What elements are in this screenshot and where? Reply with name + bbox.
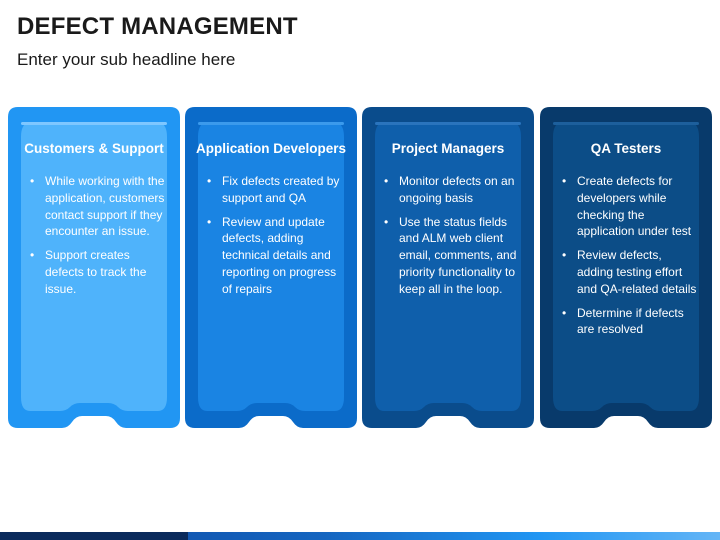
card-application-developers [185, 107, 357, 428]
card-qa-testers [540, 107, 712, 428]
list-item: • Determine if defects are resolved [558, 305, 698, 339]
slide-title: DEFECT MANAGEMENT [17, 13, 298, 40]
list-item: • Support creates defects to track the issue. [26, 247, 166, 297]
card-project-managers [362, 107, 534, 428]
card-title: Application Developers [195, 141, 347, 156]
list-item: • Review and update defects, adding technical details and reporting on progress of repairs [203, 214, 343, 298]
card-title: Project Managers [391, 141, 505, 156]
list-item: • Fix defects created by support and QA [203, 173, 343, 207]
card-customers-support [8, 107, 180, 428]
list-item: • Create defects for developers while checking the application under test [558, 173, 698, 240]
list-item: • While working with the application, customers contact support if they encounter an issue. [26, 173, 166, 240]
slide-subtitle: Enter your sub headline here [17, 50, 236, 69]
card-list [558, 173, 698, 345]
list-item: • Use the status fields and ALM web client email, comments, and priority functionality to keep all in the loop. [380, 214, 520, 298]
list-item: • Review defects, adding testing effort and QA-related details [558, 247, 698, 297]
footer-accent-bar [0, 532, 720, 540]
card-list [203, 173, 343, 305]
card-title: QA Testers [590, 141, 662, 156]
card-list [26, 173, 166, 305]
card-list [380, 173, 520, 305]
list-item: • Monitor defects on an ongoing basis [380, 173, 520, 207]
card-title: Customers & Support [24, 141, 164, 156]
